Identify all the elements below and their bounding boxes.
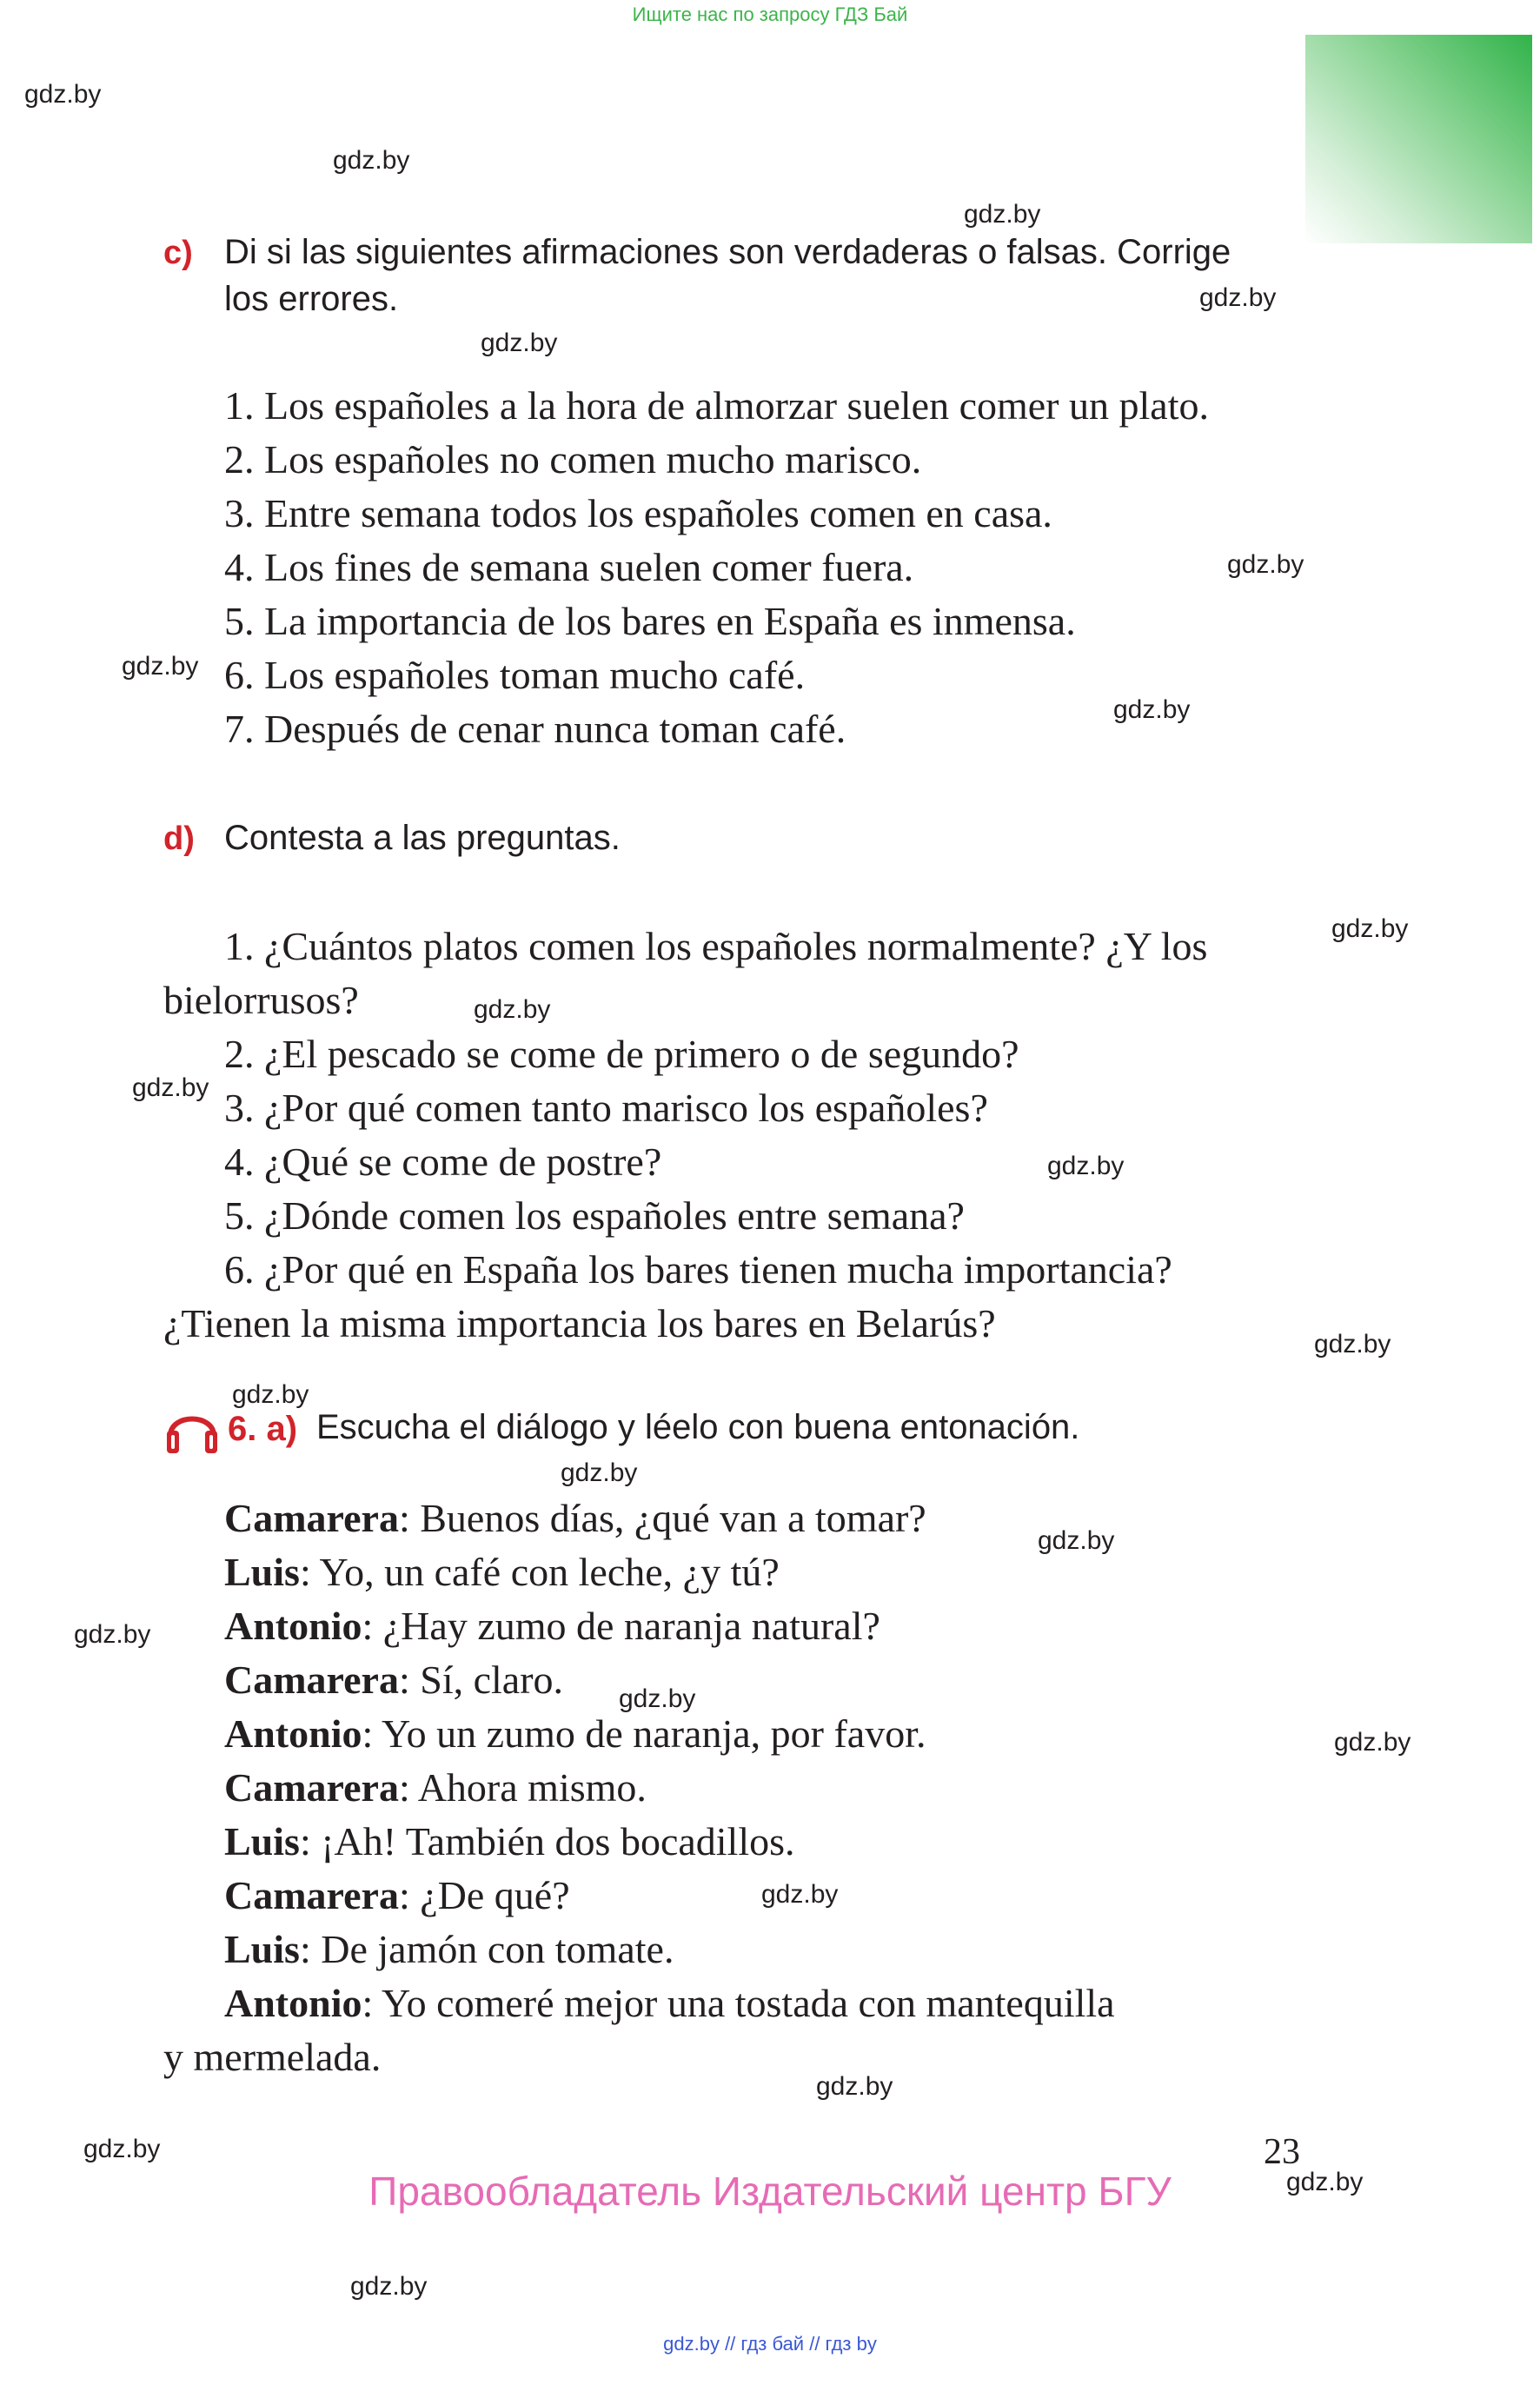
speaker-line: : ¿De qué?: [398, 1873, 570, 1917]
watermark: gdz.by: [1047, 1152, 1125, 1180]
copyright-notice: Правообладатель Издательский центр БГУ: [368, 2169, 1172, 2214]
section-d-letter: d): [163, 820, 195, 857]
dialogue-line: [224, 1603, 880, 1649]
watermark: gdz.by: [816, 2072, 893, 2101]
watermark: gdz.by: [964, 200, 1041, 229]
headphones-icon: [163, 1401, 221, 1457]
section-c-instruction-cont: los errores.: [224, 280, 399, 318]
dialogue-line: [224, 1926, 674, 1972]
dialogue-line-cont: y mermelada.: [163, 2035, 382, 2079]
question-item: 5. ¿Dónde comen los españoles entre semana?: [224, 1193, 965, 1238]
dialogue-line: [224, 1657, 563, 1703]
dialogue-line: [224, 1711, 926, 1757]
speaker-line: : ¡Ah! También dos bocadillos.: [299, 1819, 795, 1863]
watermark: gdz.by: [481, 329, 558, 357]
speaker-name: Camarera: [224, 1496, 399, 1540]
watermark: gdz.by: [561, 1458, 638, 1487]
watermark: gdz.by: [1038, 1526, 1115, 1555]
dialogue-line: [224, 1495, 926, 1541]
speaker-line: : Ahora mismo.: [398, 1765, 647, 1810]
dialogue-line: [224, 1980, 1115, 2026]
statement-item: 3. Entre semana todos los españoles comen en casa.: [224, 491, 1052, 535]
task-number: 6. a): [228, 1410, 298, 1448]
speaker-line: : Sí, claro.: [398, 1658, 564, 1702]
dialogue-line: [224, 1764, 647, 1810]
speaker-name: Antonio: [224, 1981, 362, 2025]
watermark: gdz.by: [1286, 2168, 1364, 2196]
speaker-line: : Buenos días, ¿qué van a tomar?: [398, 1496, 926, 1540]
question-item-cont: ¿Tienen la misma importancia los bares en Belarús?: [163, 1301, 996, 1345]
question-item: 2. ¿El pescado se come de primero o de segundo?: [224, 1032, 1019, 1076]
watermark: gdz.by: [333, 146, 410, 175]
watermark: gdz.by: [619, 1684, 696, 1713]
speaker-line: : ¿Hay zumo de naranja natural?: [362, 1604, 880, 1648]
watermark: gdz.by: [474, 995, 551, 1024]
watermark: gdz.by: [83, 2135, 161, 2163]
watermark: gdz.by: [1331, 914, 1409, 943]
question-item: 4. ¿Qué se come de postre?: [224, 1139, 662, 1184]
speaker-line: : Yo un zumo de naranja, por favor.: [362, 1711, 926, 1756]
dialogue-line: [224, 1549, 780, 1595]
watermark: gdz.by: [1334, 1728, 1411, 1757]
watermark: gdz.by: [761, 1880, 839, 1909]
watermark: gdz.by: [350, 2272, 428, 2301]
speaker-name: Camarera: [224, 1765, 399, 1810]
corner-gradient-decoration: [1305, 35, 1532, 243]
watermark: gdz.by: [132, 1073, 209, 1102]
watermark: gdz.by: [232, 1380, 309, 1409]
speaker-line: : Yo comeré mejor una tostada con mantequilla: [362, 1981, 1115, 2025]
task-instruction: Escucha el diálogo y léelo con buena entonación.: [316, 1408, 1080, 1446]
section-d-instruction: Contesta a las preguntas.: [224, 819, 621, 857]
footer-links[interactable]: gdz.by // гдз бай // гдз by: [663, 2333, 877, 2355]
question-item: 1. ¿Cuántos platos comen los españoles normalmente? ¿Y los: [224, 924, 1208, 968]
question-item: 6. ¿Por qué en España los bares tienen mucha importancia?: [224, 1247, 1172, 1292]
statement-item: 7. Después de cenar nunca toman café.: [224, 707, 846, 751]
statement-item: 6. Los españoles toman mucho café.: [224, 653, 806, 697]
statement-item: 1. Los españoles a la hora de almorzar suelen comer un plato.: [224, 383, 1209, 428]
dialogue-line: [224, 1872, 570, 1918]
speaker-name: Camarera: [224, 1873, 399, 1917]
section-c-letter: c): [163, 235, 193, 271]
dialogue-line: [224, 1818, 795, 1864]
watermark: gdz.by: [24, 80, 102, 109]
statement-item: 4. Los fines de semana suelen comer fuera.: [224, 545, 914, 589]
watermark: gdz.by: [1314, 1330, 1391, 1359]
speaker-line: : Yo, un café con leche, ¿y tú?: [299, 1550, 780, 1594]
speaker-line: : De jamón con tomate.: [299, 1927, 674, 1971]
speaker-name: Luis: [224, 1819, 300, 1863]
speaker-name: Luis: [224, 1927, 300, 1971]
watermark: gdz.by: [1113, 695, 1191, 724]
watermark: gdz.by: [74, 1620, 151, 1649]
question-item: 3. ¿Por qué comen tanto marisco los españoles?: [224, 1086, 988, 1130]
watermark: gdz.by: [122, 652, 199, 681]
watermark: gdz.by: [1199, 283, 1277, 312]
statement-item: 5. La importancia de los bares en España es inmensa.: [224, 599, 1076, 643]
watermark: gdz.by: [1227, 550, 1304, 579]
speaker-name: Antonio: [224, 1604, 362, 1648]
section-c-instruction: Di si las siguientes afirmaciones son verdaderas o falsas. Corrige: [224, 233, 1231, 271]
top-banner: Ищите нас по запросу ГДЗ Бай: [632, 3, 908, 25]
speaker-name: Antonio: [224, 1711, 362, 1756]
statement-item: 2. Los españoles no comen mucho marisco.: [224, 437, 922, 482]
speaker-name: Camarera: [224, 1658, 399, 1702]
page-number: 23: [1264, 2132, 1300, 2172]
speaker-name: Luis: [224, 1550, 300, 1594]
question-item-cont: bielorrusos?: [163, 978, 359, 1022]
